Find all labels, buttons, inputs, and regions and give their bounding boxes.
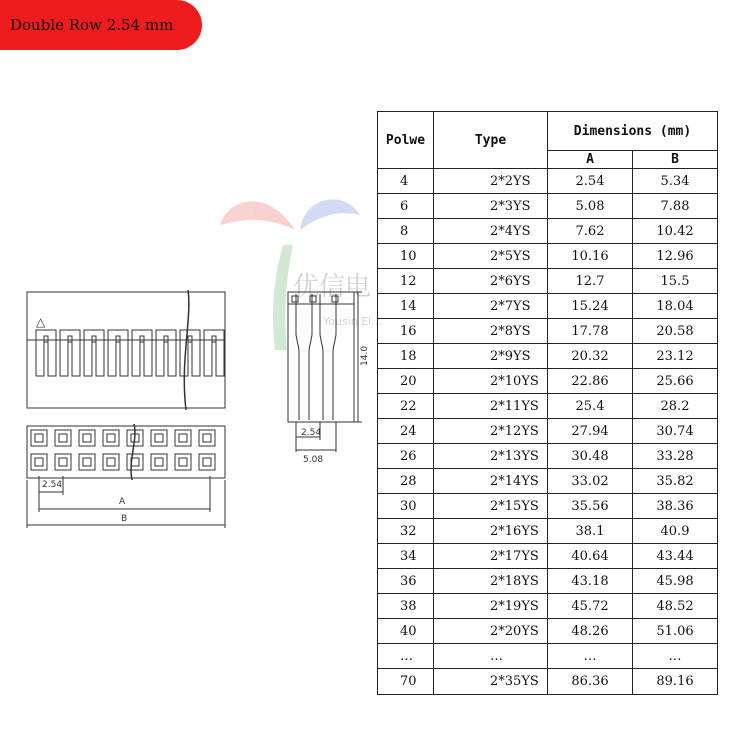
cell-b: 25.66: [633, 369, 718, 394]
bottom-cells: [31, 430, 215, 470]
cell-polwe: 10: [378, 244, 434, 269]
cell-polwe: 34: [378, 544, 434, 569]
cell-type: 2*5YS: [434, 244, 548, 269]
bottom-cell: [31, 454, 47, 470]
cell-a: 10.16: [548, 244, 633, 269]
cell-b: 7.88: [633, 194, 718, 219]
bottom-cell: [55, 430, 71, 446]
side-wall-l2: [309, 294, 312, 420]
cell-a: 7.62: [548, 219, 633, 244]
cell-b: 23.12: [633, 344, 718, 369]
cell-type: 2*15YS: [434, 494, 548, 519]
side-housing-outline: [288, 292, 354, 422]
table-row: [378, 294, 718, 319]
cell-type: 2*17YS: [434, 544, 548, 569]
cell-a: 27.94: [548, 419, 633, 444]
side-slot-3: [332, 296, 338, 302]
bottom-cell: [175, 454, 191, 470]
cell-b: 48.52: [633, 594, 718, 619]
watermark-text-cn: 优信电: [293, 272, 372, 302]
header-b: B: [633, 151, 718, 169]
cell-polwe: 32: [378, 519, 434, 544]
cell-a: 22.86: [548, 369, 633, 394]
dim-a-label: A: [119, 497, 126, 507]
dim-side-label-2: 5.08: [303, 455, 324, 465]
cell-b: 5.34: [633, 169, 718, 194]
cell-type: 2*7YS: [434, 294, 548, 319]
break-line-bottom: [131, 424, 135, 480]
front-housing-outline: [27, 292, 225, 408]
cell-type: 2*8YS: [434, 319, 548, 344]
bottom-view: [27, 424, 225, 528]
cell-b: 35.82: [633, 469, 718, 494]
side-wall-r2: [333, 294, 336, 420]
cell-a: 86.36: [548, 669, 633, 695]
cell-b: 89.16: [633, 669, 718, 695]
cell-a: 30.48: [548, 444, 633, 469]
cell-polwe: 4: [378, 169, 434, 194]
cell-type: 2*13YS: [434, 444, 548, 469]
cell-a: 48.26: [548, 619, 633, 644]
cell-a: 15.24: [548, 294, 633, 319]
bottom-cell: [55, 454, 71, 470]
cell-polwe: 12: [378, 269, 434, 294]
dim-height-label: 14.0: [360, 345, 370, 366]
cell-type: …: [434, 644, 548, 669]
bottom-cell: [127, 454, 143, 470]
front-slot-contact: [188, 336, 192, 342]
front-slot-contact: [212, 336, 216, 342]
bottom-cell: [103, 454, 119, 470]
bottom-cell-hole: [35, 458, 43, 466]
side-slot-2: [310, 296, 316, 302]
cell-a: 35.56: [548, 494, 633, 519]
cell-polwe: 8: [378, 219, 434, 244]
cell-b: 38.36: [633, 494, 718, 519]
cell-b: 33.28: [633, 444, 718, 469]
bottom-cell-hole: [59, 434, 67, 442]
front-slot: [60, 330, 80, 376]
table-row: [378, 244, 718, 269]
cell-type: 2*14YS: [434, 469, 548, 494]
bottom-cell: [31, 430, 47, 446]
cell-b: 10.42: [633, 219, 718, 244]
bottom-cell: [199, 454, 215, 470]
bottom-cell-hole: [179, 434, 187, 442]
cell-type: 2*3YS: [434, 194, 548, 219]
dimensions-table: [377, 111, 718, 695]
front-slot: [108, 330, 128, 376]
cell-polwe: 18: [378, 344, 434, 369]
front-slots: [36, 330, 224, 376]
front-slot: [132, 330, 152, 376]
cell-type: 2*16YS: [434, 519, 548, 544]
table-row: [378, 269, 718, 294]
side-view: [288, 292, 370, 465]
front-slot-contact: [140, 336, 144, 342]
table-row: [378, 219, 718, 244]
header-polwe: Polwe: [378, 112, 434, 169]
table-row: [378, 494, 718, 519]
cell-type: 2*12YS: [434, 419, 548, 444]
watermark-leaf-red: [220, 201, 295, 230]
side-wall-r1: [320, 294, 323, 420]
bottom-cell: [151, 430, 167, 446]
cell-polwe: 20: [378, 369, 434, 394]
header-type: Type: [434, 112, 548, 169]
cell-type: 2*4YS: [434, 219, 548, 244]
cell-b: 15.5: [633, 269, 718, 294]
cell-b: 43.44: [633, 544, 718, 569]
front-view: [27, 290, 225, 410]
front-slot: [36, 330, 56, 376]
cell-a: 43.18: [548, 569, 633, 594]
front-slot: [84, 330, 104, 376]
cell-b: 18.04: [633, 294, 718, 319]
cell-polwe: 40: [378, 619, 434, 644]
bottom-cell-hole: [179, 458, 187, 466]
table-row: [378, 669, 718, 695]
cell-polwe: 16: [378, 319, 434, 344]
connector-drawing: [20, 280, 370, 540]
front-slot: [204, 330, 224, 376]
table-row: [378, 569, 718, 594]
cell-b: 40.9: [633, 519, 718, 544]
table-row: [378, 194, 718, 219]
cell-type: 2*19YS: [434, 594, 548, 619]
cell-polwe: 30: [378, 494, 434, 519]
cell-a: 17.78: [548, 319, 633, 344]
table-row: [378, 344, 718, 369]
front-slot-contact: [164, 336, 168, 342]
dim-pitch-label: 2.54: [42, 480, 63, 490]
cell-polwe: 26: [378, 444, 434, 469]
bottom-cell-hole: [59, 458, 67, 466]
table-row: [378, 369, 718, 394]
cell-b: 12.96: [633, 244, 718, 269]
header-dimensions: Dimensions (mm): [548, 112, 718, 151]
bottom-cell-hole: [155, 458, 163, 466]
front-slot: [156, 330, 176, 376]
cell-polwe: 28: [378, 469, 434, 494]
table-row: [378, 444, 718, 469]
cell-a: 20.32: [548, 344, 633, 369]
cell-polwe: 70: [378, 669, 434, 695]
bottom-cell: [103, 430, 119, 446]
cell-type: 2*2YS: [434, 169, 548, 194]
cell-type: 2*9YS: [434, 344, 548, 369]
cell-b: 20.58: [633, 319, 718, 344]
side-slot-1: [292, 296, 298, 302]
dim-side-label-1: 2.54: [301, 428, 322, 438]
front-slot: [180, 330, 200, 376]
cell-b: 30.74: [633, 419, 718, 444]
front-slot-contact: [116, 336, 120, 342]
title-banner: [0, 0, 202, 50]
table-row: [378, 319, 718, 344]
cell-polwe: 38: [378, 594, 434, 619]
cell-type: 2*18YS: [434, 569, 548, 594]
bottom-cell: [151, 454, 167, 470]
cell-a: …: [548, 644, 633, 669]
header-a: A: [548, 151, 633, 169]
cell-a: 45.72: [548, 594, 633, 619]
table-row: [378, 469, 718, 494]
cell-a: 25.4: [548, 394, 633, 419]
bottom-cell-hole: [107, 458, 115, 466]
banner-title: Double Row 2.54 mm: [10, 16, 174, 34]
bottom-cell: [175, 430, 191, 446]
table-row: [378, 169, 718, 194]
cell-b: 45.98: [633, 569, 718, 594]
table-row: [378, 394, 718, 419]
bottom-cell-hole: [83, 434, 91, 442]
front-slot-contact: [92, 336, 96, 342]
bottom-cell-hole: [203, 458, 211, 466]
front-slot-contact: [44, 336, 48, 342]
cell-b: …: [633, 644, 718, 669]
cell-a: 2.54: [548, 169, 633, 194]
bottom-cell: [79, 454, 95, 470]
watermark-leaf-blue: [300, 199, 360, 230]
table-row: [378, 594, 718, 619]
cell-a: 38.1: [548, 519, 633, 544]
cell-polwe: …: [378, 644, 434, 669]
watermark-text-en: Yousin El...: [323, 315, 382, 328]
cell-type: 2*20YS: [434, 619, 548, 644]
bottom-cell-hole: [107, 434, 115, 442]
bottom-cell-hole: [155, 434, 163, 442]
cell-a: 33.02: [548, 469, 633, 494]
bottom-cell: [199, 430, 215, 446]
bottom-cell-hole: [83, 458, 91, 466]
table-row: [378, 519, 718, 544]
cell-polwe: 6: [378, 194, 434, 219]
cell-polwe: 22: [378, 394, 434, 419]
cell-a: 12.7: [548, 269, 633, 294]
cell-polwe: 36: [378, 569, 434, 594]
bottom-cell: [79, 430, 95, 446]
bottom-cell-hole: [35, 434, 43, 442]
table-row: [378, 419, 718, 444]
table-body: [378, 169, 718, 695]
cell-b: 28.2: [633, 394, 718, 419]
cell-polwe: 14: [378, 294, 434, 319]
dim-b-label: B: [121, 514, 128, 524]
side-wall-l1: [296, 294, 299, 420]
table-row: [378, 644, 718, 669]
cell-type: 2*6YS: [434, 269, 548, 294]
cell-type: 2*11YS: [434, 394, 548, 419]
cell-a: 40.64: [548, 544, 633, 569]
cell-type: 2*35YS: [434, 669, 548, 695]
cell-a: 5.08: [548, 194, 633, 219]
table-row: [378, 544, 718, 569]
front-slot-contact: [68, 336, 72, 342]
table-row: [378, 619, 718, 644]
pin1-marker: △: [36, 315, 46, 329]
cell-type: 2*10YS: [434, 369, 548, 394]
cell-polwe: 24: [378, 419, 434, 444]
cell-b: 51.06: [633, 619, 718, 644]
bottom-cell-hole: [203, 434, 211, 442]
